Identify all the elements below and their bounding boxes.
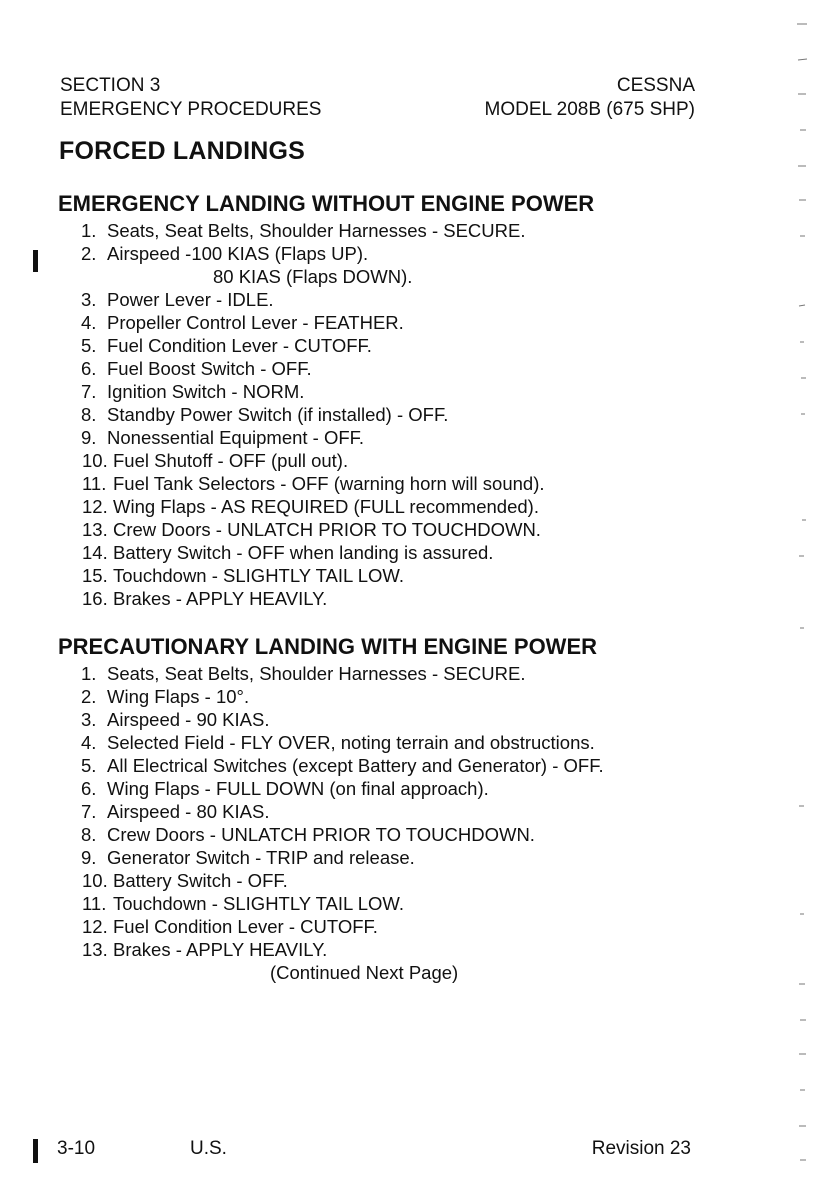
checklist-item — [58, 472, 594, 495]
checklist-item — [58, 311, 594, 334]
item-number: 13. — [82, 519, 108, 540]
item-text: Airspeed - 80 KIAS. — [107, 801, 270, 822]
item-text: Wing Flaps - 10°. — [107, 686, 250, 707]
item-text: Touchdown - SLIGHTLY TAIL LOW. — [113, 893, 404, 914]
item-number: 13. — [82, 939, 108, 960]
item-text: Crew Doors - UNLATCH PRIOR TO TOUCHDOWN. — [107, 824, 535, 845]
item-continuation: 80 KIAS (Flaps DOWN). — [213, 266, 413, 287]
checklist-item — [58, 685, 604, 708]
item-text: Battery Switch - OFF. — [113, 870, 288, 891]
checklist-item — [58, 708, 604, 731]
item-number: 12. — [82, 916, 108, 937]
item-number: 1. — [81, 663, 97, 684]
revision-bar — [33, 1139, 38, 1163]
checklist-item — [58, 219, 594, 242]
item-number: 7. — [81, 381, 97, 402]
item-text: Selected Field - FLY OVER, noting terrain and obstructions. — [107, 732, 595, 753]
checklist-item — [58, 242, 594, 288]
checklist-item — [58, 380, 594, 403]
scan-edge-marks — [780, 0, 840, 1187]
item-number: 2. — [81, 686, 97, 707]
item-number: 2. — [81, 243, 97, 264]
item-text: Fuel Boost Switch - OFF. — [107, 358, 312, 379]
item-number: 15. — [82, 565, 108, 586]
model-label: MODEL 208B (675 SHP) — [484, 99, 695, 120]
item-text: Fuel Tank Selectors - OFF (warning horn will sound). — [113, 473, 545, 494]
item-text: All Electrical Switches (except Battery and Generator) - OFF. — [107, 755, 604, 776]
region-label: U.S. — [190, 1138, 227, 1159]
item-text: Ignition Switch - NORM. — [107, 381, 305, 402]
item-text: Wing Flaps - AS REQUIRED (FULL recommended). — [113, 496, 539, 517]
item-number: 1. — [81, 220, 97, 241]
section-label: SECTION 3 — [60, 75, 161, 96]
item-number: 11. — [82, 473, 107, 494]
checklist-item — [58, 288, 594, 311]
item-text: Battery Switch - OFF when landing is assured. — [113, 542, 494, 563]
item-text: Touchdown - SLIGHTLY TAIL LOW. — [113, 565, 404, 586]
checklist-item — [58, 800, 604, 823]
item-text: Fuel Condition Lever - CUTOFF. — [113, 916, 378, 937]
checklist-item — [58, 403, 594, 426]
item-number: 9. — [81, 847, 97, 868]
continued-note: (Continued Next Page) — [270, 962, 459, 983]
item-number: 14. — [82, 542, 108, 563]
item-number: 10. — [82, 870, 108, 891]
checklist-item — [58, 334, 594, 357]
item-text: Seats, Seat Belts, Shoulder Harnesses - SECURE. — [107, 663, 526, 684]
item-text: Fuel Shutoff - OFF (pull out). — [113, 450, 349, 471]
section-name: EMERGENCY PROCEDURES — [60, 99, 322, 120]
item-text: Fuel Condition Lever - CUTOFF. — [107, 335, 372, 356]
checklist-item — [58, 823, 604, 846]
checklist-item — [58, 426, 594, 449]
manufacturer-label: CESSNA — [616, 75, 695, 96]
item-number: 4. — [81, 312, 97, 333]
item-number: 4. — [81, 732, 97, 753]
checklist-item — [58, 915, 604, 938]
item-number: 8. — [81, 404, 97, 425]
checklist-item — [58, 357, 594, 380]
item-text: Brakes - APPLY HEAVILY. — [113, 939, 328, 960]
revision-bar — [33, 250, 38, 272]
item-text: Airspeed -100 KIAS (Flaps UP). — [107, 243, 369, 264]
header-right — [485, 74, 696, 122]
item-text: Power Lever - IDLE. — [107, 289, 274, 310]
section-precautionary-landing — [58, 634, 604, 961]
item-text: Propeller Control Lever - FEATHER. — [107, 312, 404, 333]
item-number: 6. — [81, 358, 97, 379]
section-heading: PRECAUTIONARY LANDING WITH ENGINE POWER — [58, 634, 598, 659]
checklist — [58, 219, 594, 610]
item-number: 3. — [81, 289, 97, 310]
item-number: 16. — [82, 588, 108, 609]
checklist-item — [58, 846, 604, 869]
item-number: 7. — [81, 801, 97, 822]
item-text: Seats, Seat Belts, Shoulder Harnesses - SECURE. — [107, 220, 526, 241]
checklist-item — [58, 587, 594, 610]
page-title: FORCED LANDINGS — [59, 137, 306, 165]
item-number: 8. — [81, 824, 97, 845]
item-text: Crew Doors - UNLATCH PRIOR TO TOUCHDOWN. — [113, 519, 541, 540]
checklist-item — [58, 449, 594, 472]
item-text: Airspeed - 90 KIAS. — [107, 709, 270, 730]
revision-label: Revision 23 — [591, 1138, 691, 1159]
checklist-item — [58, 754, 604, 777]
item-text: Brakes - APPLY HEAVILY. — [113, 588, 328, 609]
item-number: 5. — [81, 755, 97, 776]
header-left — [60, 74, 321, 122]
item-number: 12. — [82, 496, 108, 517]
item-number: 10. — [82, 450, 108, 471]
checklist-item — [58, 869, 604, 892]
item-text: Standby Power Switch (if installed) - OFF. — [107, 404, 449, 425]
item-text: Generator Switch - TRIP and release. — [107, 847, 415, 868]
item-number: 9. — [81, 427, 97, 448]
item-text: Nonessential Equipment - OFF. — [107, 427, 365, 448]
item-number: 6. — [81, 778, 97, 799]
checklist-item — [58, 495, 594, 518]
item-text: Wing Flaps - FULL DOWN (on final approach). — [107, 778, 489, 799]
checklist-item — [58, 777, 604, 800]
page-number: 3-10 — [57, 1138, 96, 1159]
checklist-item — [58, 892, 604, 915]
checklist-item — [58, 731, 604, 754]
section-heading: EMERGENCY LANDING WITHOUT ENGINE POWER — [58, 191, 595, 216]
checklist-item — [58, 938, 604, 961]
checklist — [58, 662, 604, 961]
section-emergency-landing — [58, 191, 594, 610]
checklist-item — [58, 518, 594, 541]
checklist-item — [58, 541, 594, 564]
item-number: 3. — [81, 709, 97, 730]
checklist-item — [58, 564, 594, 587]
checklist-item — [58, 662, 604, 685]
item-number: 11. — [82, 893, 107, 914]
item-number: 5. — [81, 335, 97, 356]
